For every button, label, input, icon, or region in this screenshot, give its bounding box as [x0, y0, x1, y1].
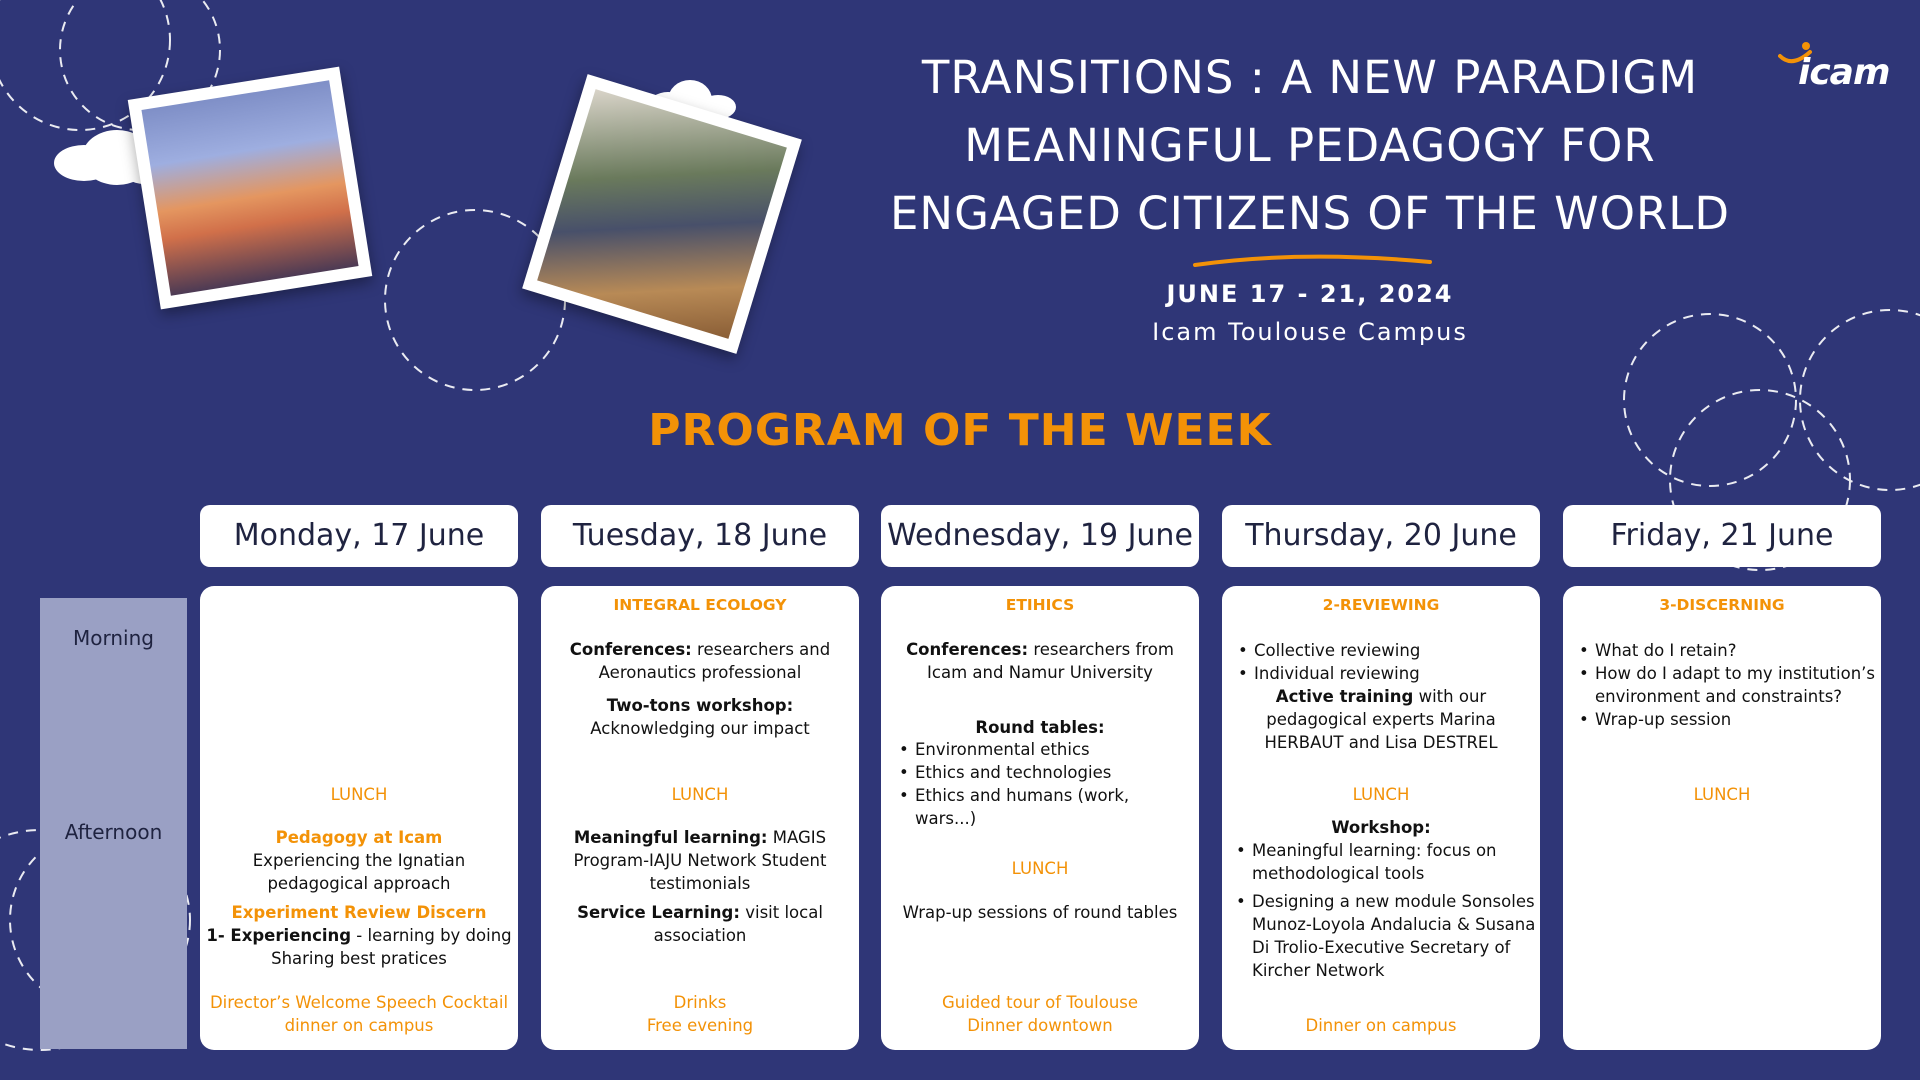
photo-capitole-toulouse — [128, 67, 373, 310]
session-text-bold: Two-tons workshop: — [606, 696, 794, 715]
session-text — [887, 638, 1193, 684]
day-theme: 3-DISCERNING — [1659, 596, 1785, 614]
day-theme: ETIHICS — [1005, 596, 1075, 614]
list-item: • Ethics and technologies — [893, 761, 1195, 784]
page-title — [840, 44, 1780, 248]
session-title: Pedagogy at Icam — [275, 828, 443, 847]
day-header-friday: Friday, 21 June — [1563, 505, 1881, 567]
lunch-label: LUNCH — [1693, 785, 1751, 804]
list-item: • Environmental ethics — [893, 738, 1195, 761]
evening-activity: Director’s Welcome Speech Cocktail — [209, 993, 509, 1012]
list-item: • Designing a new module Sonsoles Munoz-Loyola Andalucia & Susana Di Trolio-Executive Secretary of Kircher Network — [1230, 890, 1536, 982]
session-text-rest: Acknowledging our impact — [590, 719, 810, 738]
list-item: • Wrap-up session — [1573, 708, 1877, 731]
session-text-rest: visit local association — [653, 903, 823, 945]
session-title: Experiment Review Discern — [231, 903, 487, 922]
list-item: • Meaningful learning: focus on methodological tools — [1230, 839, 1536, 885]
title-line: TRANSITIONS : A NEW PARADIGM — [921, 51, 1699, 104]
evening-activity: Drinks — [673, 993, 727, 1012]
day-header-thursday: Thursday, 20 June — [1222, 505, 1540, 567]
event-dates: JUNE 17 - 21, 2024 — [1166, 280, 1454, 308]
lunch-label: LUNCH — [1011, 859, 1069, 878]
list-item: • What do I retain? — [1573, 639, 1877, 662]
day-card-friday — [1563, 586, 1881, 1050]
session-text-bold: 1- Experiencing — [206, 926, 352, 945]
day-card-monday — [200, 586, 518, 1050]
day-card-tuesday — [541, 586, 859, 1050]
list-item: • How do I adapt to my institution’s environment and constraints? — [1573, 662, 1877, 708]
session-text-rest: researchers and Aeronautics professional — [598, 640, 831, 682]
session-text-bold: Conferences: — [569, 640, 692, 659]
list-item: • Individual reviewing — [1232, 662, 1536, 685]
session-text-rest: MAGIS Program-IAJU Network Student testimonials — [573, 828, 827, 893]
session-text — [547, 638, 853, 684]
session-text: Sharing best pratices — [271, 949, 447, 968]
session-text-bold: Service Learning: — [577, 903, 740, 922]
day-theme: 2-REVIEWING — [1322, 596, 1440, 614]
list-item: • Ethics and humans (work, wars...) — [893, 784, 1195, 830]
session-text — [1228, 685, 1534, 754]
reviewing-list — [1232, 639, 1536, 685]
discerning-list — [1573, 639, 1877, 731]
day-header-wednesday: Wednesday, 19 June — [881, 505, 1199, 567]
logo-text: icam — [1798, 52, 1890, 93]
workshop-list — [1230, 839, 1536, 982]
lunch-label: LUNCH — [671, 785, 729, 804]
session-text — [547, 826, 853, 895]
day-header-monday: Monday, 17 June — [200, 505, 518, 567]
session-title: Round tables: — [975, 718, 1105, 737]
session-text-bold: Active training — [1275, 687, 1414, 706]
evening-activity: Dinner on campus — [1305, 1016, 1457, 1035]
session-text — [547, 901, 853, 947]
day-header-tuesday: Tuesday, 18 June — [541, 505, 859, 567]
session-text-rest: researchers from Icam and Namur University — [927, 640, 1174, 682]
morning-label: Morning — [73, 626, 154, 650]
session-text: Experiencing the Ignatian pedagogical approach — [252, 851, 466, 893]
evening-activity: Free evening — [646, 1016, 754, 1035]
evening-activity: Dinner downtown — [967, 1016, 1113, 1035]
evening-activity: dinner on campus — [284, 1016, 434, 1035]
program-title: PROGRAM OF THE WEEK — [648, 405, 1272, 456]
round-table-list — [893, 738, 1195, 830]
session-text — [206, 924, 512, 947]
session-title: Workshop: — [1331, 818, 1431, 837]
session-text-rest: with our pedagogical experts Marina HERBAUT and Lisa DESTREL — [1264, 687, 1498, 752]
session-text-rest: - learning by doing — [351, 926, 512, 945]
lunch-label: LUNCH — [330, 785, 388, 804]
title-line: MEANINGFUL PEDAGOGY FOR — [964, 119, 1656, 172]
afternoon-label: Afternoon — [64, 820, 163, 844]
icam-logo — [1778, 40, 1888, 100]
photo-students-workshop — [522, 74, 802, 354]
list-item: • Collective reviewing — [1232, 639, 1536, 662]
session-text — [547, 694, 853, 740]
session-text-bold: Meaningful learning: — [573, 828, 768, 847]
day-card-thursday — [1222, 586, 1540, 1050]
title-line: ENGAGED CITIZENS OF THE WORLD — [889, 187, 1731, 240]
evening-activity: Guided tour of Toulouse — [941, 993, 1139, 1012]
day-card-wednesday — [881, 586, 1199, 1050]
session-text-bold: Conferences: — [906, 640, 1029, 659]
lunch-label: LUNCH — [1352, 785, 1410, 804]
event-venue: Icam Toulouse Campus — [1152, 318, 1468, 346]
day-theme: INTEGRAL ECOLOGY — [613, 596, 787, 614]
session-text: Wrap-up sessions of round tables — [902, 903, 1178, 922]
